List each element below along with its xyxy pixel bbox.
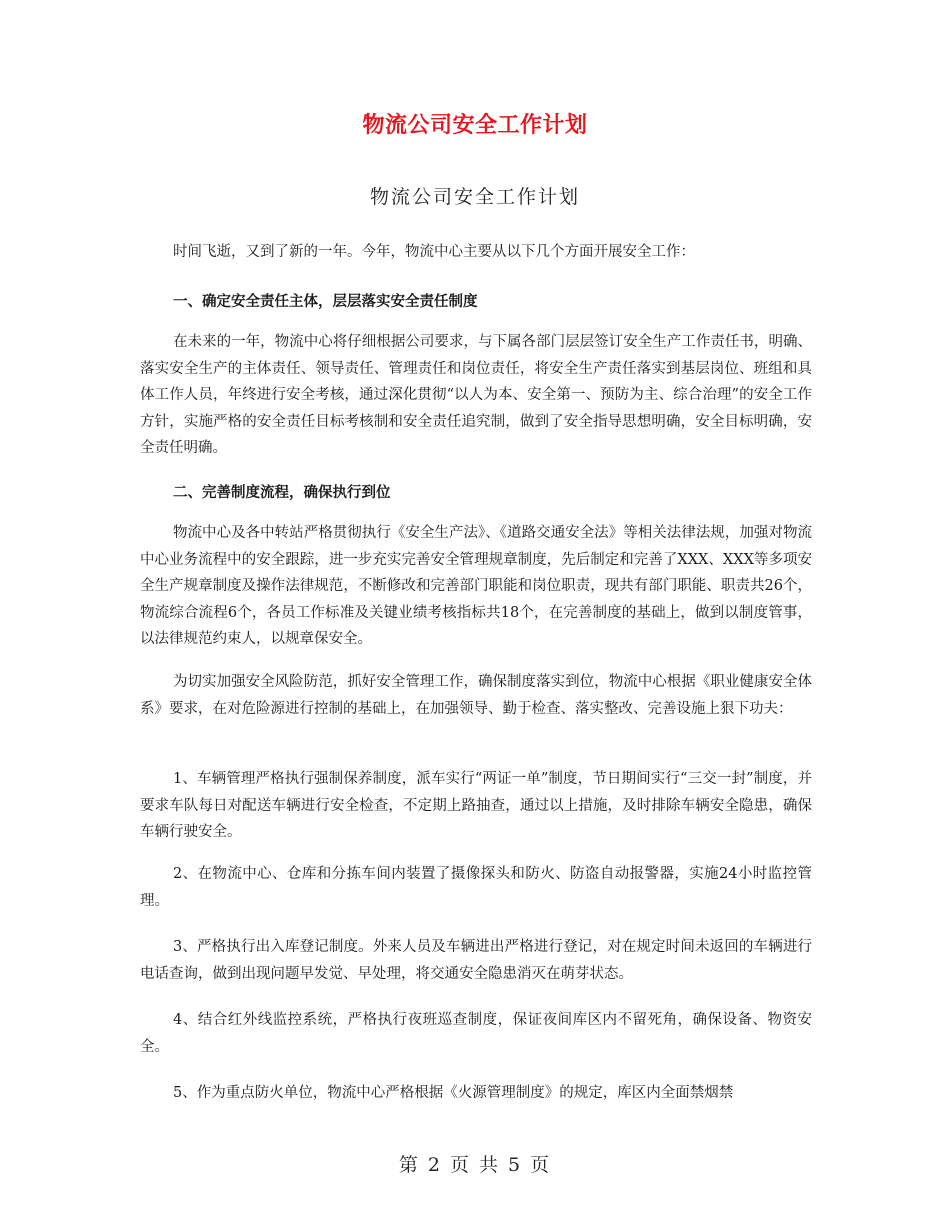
intro-paragraph: 时间飞逝，又到了新的一年。今年，物流中心主要从以下几个方面开展安全工作：	[173, 244, 695, 260]
section-2-heading: 二、完善制度流程，确保执行到位	[173, 485, 391, 501]
page-footer: 第 2 页 共 5 页	[398, 1154, 552, 1176]
list-item-3: 3、严格执行出入库登记制度。外来人员及车辆进出严格进行登记，对在规定时间未返回的车辆进行电话查询，做到出现问题早发觉、早处理，将交通安全隐患消灭在萌芽状态。	[140, 939, 812, 982]
document-subtitle: 物流公司安全工作计划	[369, 186, 580, 208]
document-title: 物流公司安全工作计划	[362, 113, 588, 138]
list-item-1: 1、车辆管理严格执行强制保养制度，派车实行“两证一单”制度，节日期间实行“三交一封”制度，并要求车队每日对配送车辆进行安全检查，不定期上路抽查，通过以上措施，及时排除车辆安全隐患，确保车辆行驶安全。	[140, 771, 812, 840]
section-1-paragraph: 在未来的一年，物流中心将仔细根据公司要求，与下属各部门层层签订安全生产工作责任书，明确、落实安全生产的主体责任、领导责任、管理责任和岗位责任，将安全生产责任落实到基层岗位、班组和具体工作人员，年终进行安全考核，通过深化贯彻“以人为本、安全第一、预防为主、综合治理”的安全工作方针，实施严格的安全责任目标考核制和安全责任追究制，做到了安全指导思想明确，安全目标明确，安全责任明确。	[140, 334, 812, 456]
section-2-paragraph-1: 物流中心及各中转站严格贯彻执行《安全生产法》、《道路交通安全法》等相关法律法规，加强对物流中心业务流程中的安全跟踪，进一步充实完善安全管理规章制度，先后制定和完善了XXX、XXX等多项安全生产规章制度及操作法律规范，不断修改和完善部门职能和岗位职责，现共有部门职能、职责共26个，物流综合流程6个，各员工作标准及关键业绩考核指标共18个，在完善制度的基础上，做到以制度管事，以法律规范约束人，以规章保安全。	[140, 525, 812, 647]
list-item-5: 5、作为重点防火单位，物流中心严格根据《火源管理制度》的规定，库区内全面禁烟禁	[173, 1085, 734, 1101]
list-item-2: 2、在物流中心、仓库和分拣车间内装置了摄像探头和防火、防盗自动报警器，实施24小时监控管理。	[140, 866, 812, 909]
list-item-4: 4、结合红外线监控系统，严格执行夜班巡查制度，保证夜间库区内不留死角，确保设备、物资安全。	[140, 1012, 812, 1055]
section-2-paragraph-2: 为切实加强安全风险防范，抓好安全管理工作，确保制度落实到位，物流中心根据《职业健康安全体系》要求，在对危险源进行控制的基础上，在加强领导、勤于检查、落实整改、完善设施上狠下功夫：	[140, 674, 812, 717]
section-1-heading: 一、确定安全责任主体，层层落实安全责任制度	[173, 294, 478, 310]
